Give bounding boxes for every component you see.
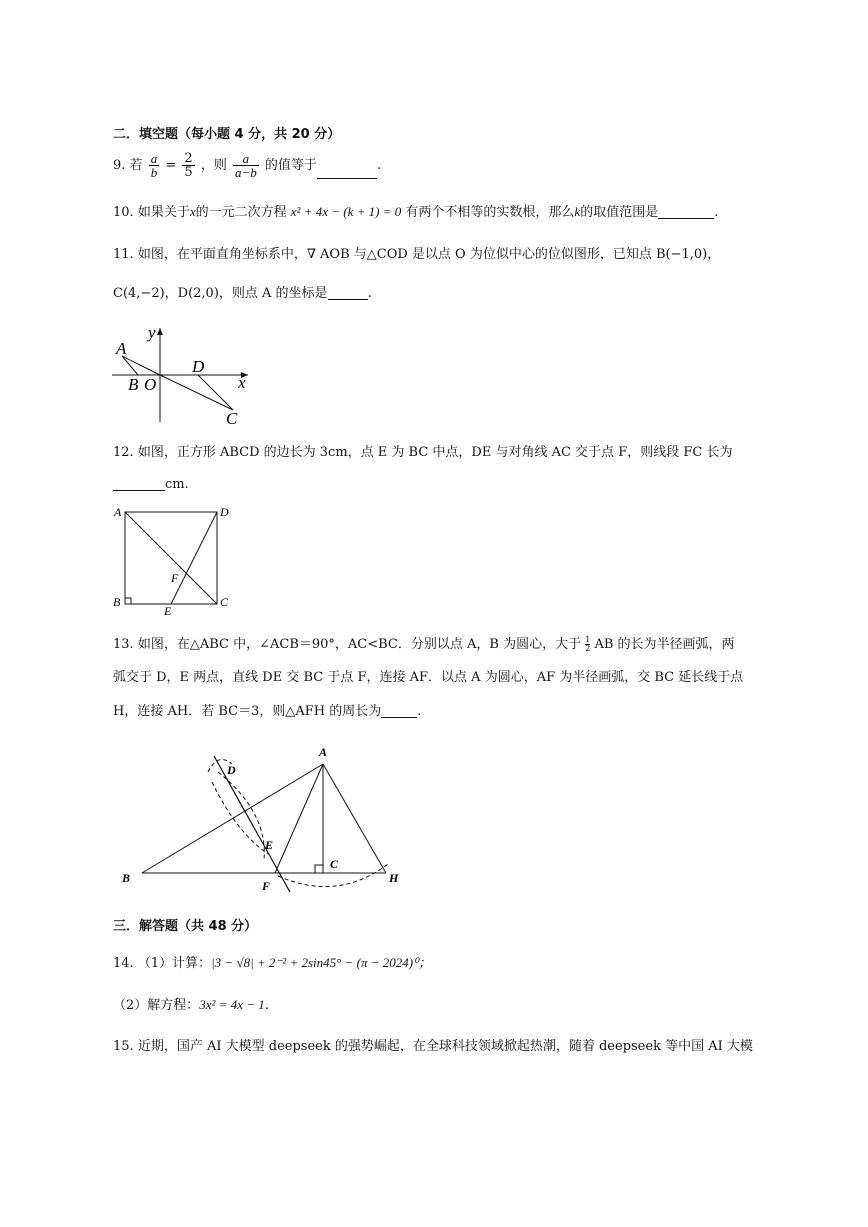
question-number: 9. xyxy=(113,158,126,173)
label-A: A xyxy=(114,505,122,519)
question-13-line2: 弧交于 D，E 两点，直线 DE 交 BC 于点 F，连接 AF．以点 A 为圆心，AF 为半径画弧，交 BC 延长线于点 xyxy=(113,670,744,685)
question-13-line3: H，连接 AH．若 BC＝3，则△AFH 的周长为 . xyxy=(113,704,422,719)
label-B: B xyxy=(122,871,131,885)
label-F: F xyxy=(262,879,271,893)
question-13-line1: 13. 如图，在△ABC 中，∠ACB＝90°，AC<BC．分别以点 A，B 为圆心，大于 $\frac{1}{2}$ AB 的长为半径画弧，两 xyxy=(113,635,735,653)
answer-blank[interactable] xyxy=(328,299,368,300)
question-14-part1: 14. （1）计算：|3 − √8| + 2⁻² + 2sin45° − (π − 2024)⁰； xyxy=(113,955,432,971)
label-B: B xyxy=(128,375,139,394)
answer-blank[interactable] xyxy=(658,218,714,219)
section-3-title: 三．解答题（共 48 分） xyxy=(113,919,258,934)
question-9: 9. 若 $\frac{a}{b}$ = $\frac{2}{5}$ ，则 $\frac{a}{a-b}$ 的值等于 . xyxy=(113,151,382,180)
answer-blank[interactable] xyxy=(381,717,417,718)
q12-square-figure xyxy=(110,502,240,617)
answer-blank[interactable] xyxy=(113,490,165,491)
label-F: F xyxy=(171,571,179,585)
question-15-line1: 15. 近期，国产 AI 大模型 deepseek 的强势崛起，在全球科技领域掀起热潮，随着 deepseek 等中国 AI 大模 xyxy=(113,1039,753,1054)
label-D: D xyxy=(220,505,229,519)
question-14-part2: （2）解方程：3x² = 4x − 1． xyxy=(113,997,278,1013)
question-12-line2: cm. xyxy=(113,478,189,491)
q13-triangle-figure xyxy=(118,742,418,894)
label-A: A xyxy=(116,339,127,358)
question-11-line1: 11. 如图，在平面直角坐标系中，∇ AOB 与△COD 是以点 O 为位似中心的位似图形，已知点 B(−1,0)， xyxy=(113,247,721,262)
label-E: E xyxy=(265,838,274,852)
section-2-title: 二．填空题（每小题 4 分，共 20 分） xyxy=(113,127,341,142)
label-y: y xyxy=(148,323,156,342)
label-O: O xyxy=(144,375,157,394)
label-D: D xyxy=(227,763,236,777)
answer-blank[interactable] xyxy=(317,178,377,179)
label-C: C xyxy=(330,857,339,871)
question-11-line2: C(4,−2)，D(2,0)，则点 A 的坐标是 . xyxy=(113,286,372,301)
label-E: E xyxy=(164,604,172,617)
label-C: C xyxy=(226,409,238,428)
label-A: A xyxy=(319,745,328,759)
question-10: 10. 如果关于x的一元二次方程 x² + 4x − (k + 1) = 0 有两个不相等的实数根，那么k的取值范围是 . xyxy=(113,204,719,220)
label-C: C xyxy=(220,595,229,609)
q11-coordinate-figure xyxy=(108,322,258,428)
label-D: D xyxy=(192,357,205,376)
question-12-line1: 12. 如图，正方形 ABCD 的边长为 3cm，点 E 为 BC 中点，DE 与对角线 AC 交于点 F，则线段 FC 长为 xyxy=(113,445,733,460)
label-x: x xyxy=(238,373,246,392)
label-B: B xyxy=(113,595,121,609)
label-H: H xyxy=(389,871,399,885)
